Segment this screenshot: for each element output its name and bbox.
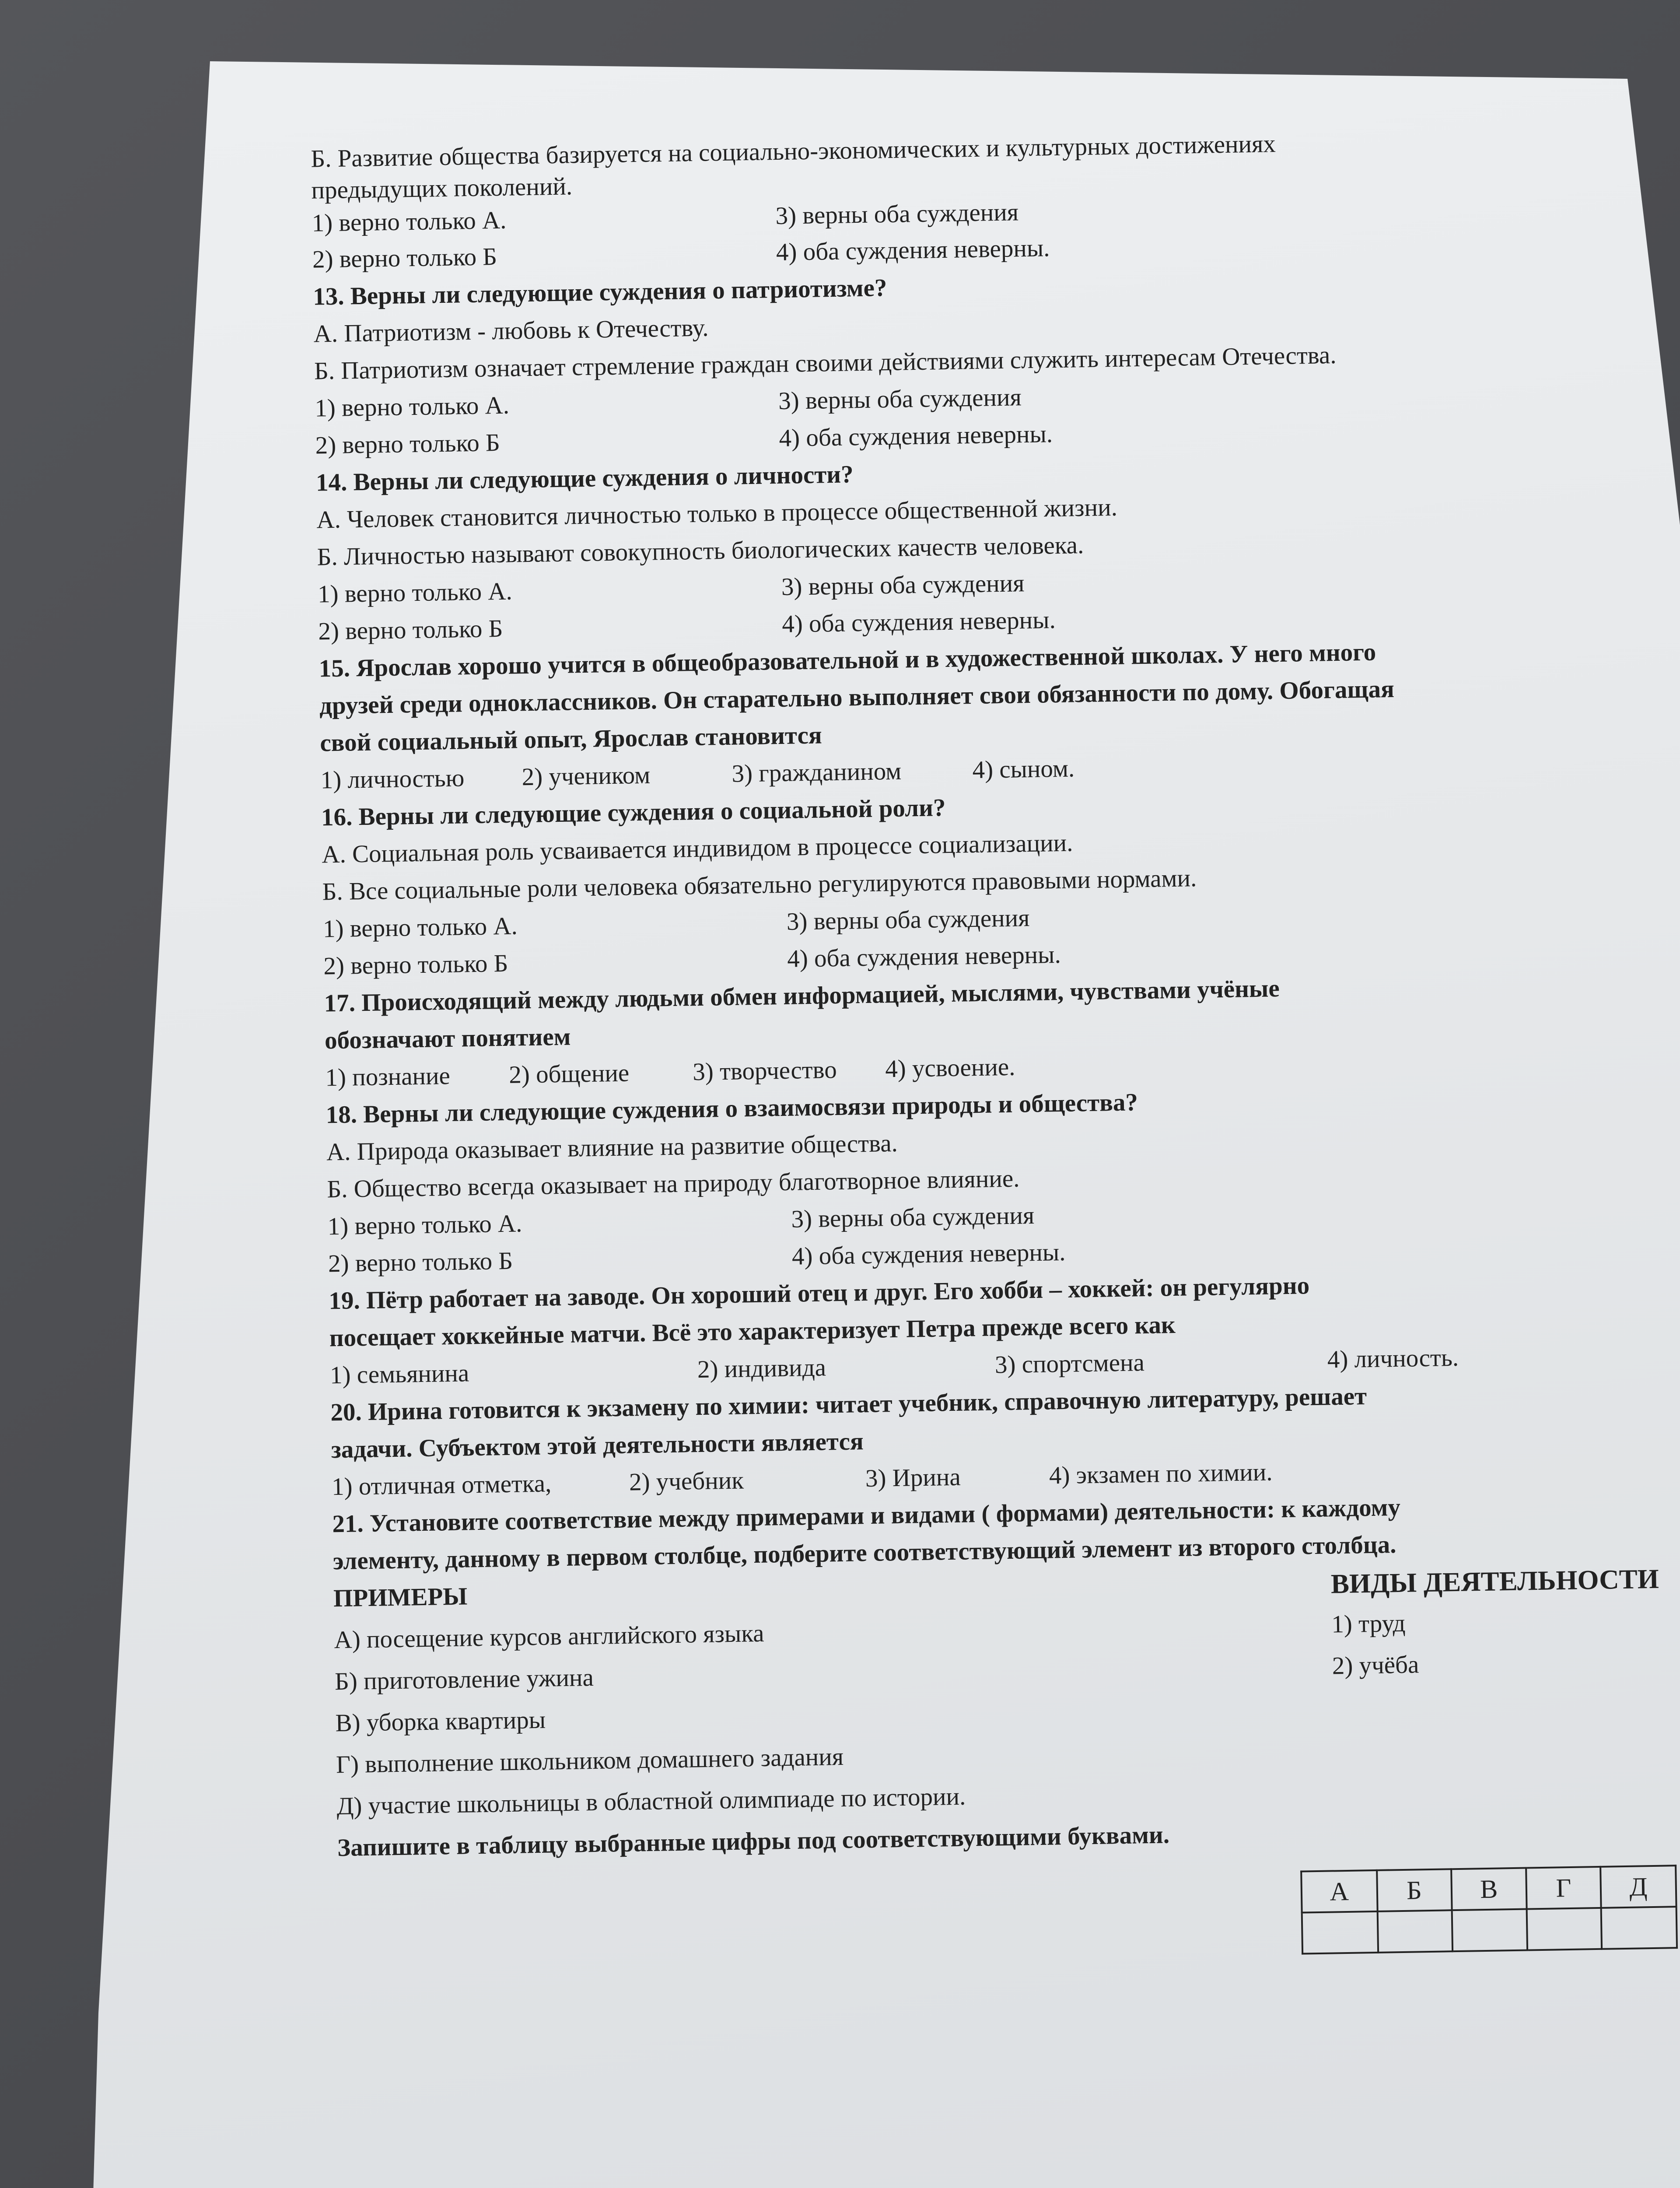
q13-option-2: 2) верно только Б xyxy=(315,428,500,459)
q18-statement-a: А. Природа оказывает влияние на развитие общества. xyxy=(326,1129,898,1166)
answer-header-d: Д xyxy=(1600,1865,1676,1908)
q14-question: 14. Верны ли следующие суждения о личности? xyxy=(315,460,854,497)
q19-option-4: 4) личность. xyxy=(1327,1343,1459,1374)
q21-question-line2: элементу, данному в первом столбце, подберите соответствующий элемент из второго столбца. xyxy=(332,1531,1396,1575)
q20-option-2: 2) учебник xyxy=(629,1466,744,1496)
q15-question-line3: свой социальный опыт, Ярослав становится xyxy=(319,721,822,757)
q14-option-2: 2) верно только Б xyxy=(318,614,503,645)
q13-statement-a: А. Патриотизм - любовь к Отечеству. xyxy=(313,314,709,348)
answer-cell-b[interactable] xyxy=(1377,1910,1452,1953)
answer-cell-a[interactable] xyxy=(1302,1911,1378,1954)
q15-option-3: 3) гражданином xyxy=(732,757,902,788)
q16-option-1: 1) верно только А. xyxy=(322,912,518,943)
q15-option-1: 1) личностью xyxy=(320,764,465,794)
answer-table xyxy=(1300,1865,1678,1954)
q20-option-1: 1) отличная отметка, xyxy=(331,1469,552,1501)
q12-statement-b: Б. Развитие общества базируется на социально-экономических и культурных достижениях xyxy=(310,130,1276,173)
q19-question-line1: 19. Пётр работает на заводе. Он хороший отец и друг. Его хобби – хоккей: он регулярно xyxy=(328,1272,1310,1315)
q14-statement-a: А. Человек становится личностью только в процессе общественной жизни. xyxy=(316,493,1118,534)
q19-option-2: 2) индивида xyxy=(697,1353,826,1384)
q14-option-4: 4) оба суждения неверны. xyxy=(781,606,1056,638)
q15-option-2: 2) учеником xyxy=(522,761,651,791)
q13-option-3: 3) верны оба суждения xyxy=(778,383,1022,415)
q13-question: 13. Верны ли следующие суждения о патриотизме? xyxy=(312,274,887,311)
q17-question-line1: 17. Происходящий между людьми обмен информацией, мыслями, чувствами учёные xyxy=(324,975,1280,1017)
q21-example-a: А) посещение курсов английского языка xyxy=(334,1619,764,1654)
q17-option-3: 3) творчество xyxy=(692,1056,837,1086)
q14-option-1: 1) верно только А. xyxy=(317,577,513,608)
q14-statement-b: Б. Личностью называют совокупность биологических качеств человека. xyxy=(317,531,1084,571)
q18-statement-b: Б. Общество всегда оказывает на природу благотворное влияние. xyxy=(326,1164,1020,1203)
q20-option-4: 4) экзамен по химии. xyxy=(1049,1458,1273,1490)
q16-option-4: 4) оба суждения неверны. xyxy=(787,940,1061,973)
q14-option-3: 3) верны оба суждения xyxy=(781,569,1025,601)
q19-option-3: 3) спортсмена xyxy=(994,1349,1145,1379)
q18-option-2: 2) верно только Б xyxy=(328,1247,513,1278)
q19-question-line2: посещает хоккейные матчи. Всё это характеризует Петра прежде всего как xyxy=(329,1311,1176,1352)
q12-statement-b-cont: предыдущих поколений. xyxy=(311,172,573,204)
q13-statement-b: Б. Патриотизм означает стремление граждан своими действиями служить интересам Отечества. xyxy=(314,341,1337,385)
q21-col2-header: ВИДЫ ДЕЯТЕЛЬНОСТИ xyxy=(1330,1563,1659,1599)
q20-option-3: 3) Ирина xyxy=(865,1463,961,1493)
answer-table-input-row xyxy=(1302,1907,1677,1953)
q17-question-line2: обозначают понятием xyxy=(324,1023,571,1055)
q13-option-1: 1) верно только А. xyxy=(314,391,510,422)
q18-option-4: 4) оба суждения неверны. xyxy=(791,1238,1066,1270)
q21-kind-1: 1) труд xyxy=(1331,1609,1406,1638)
q18-option-3: 3) верны оба суждения xyxy=(791,1202,1035,1233)
q15-question-line1: 15. Ярослав хорошо учится в общеобразовательной и в художественной школах. У него много xyxy=(318,638,1376,683)
q21-example-b: Б) приготовление ужина xyxy=(334,1663,594,1696)
answer-header-g: Г xyxy=(1526,1867,1601,1909)
q17-option-4: 4) усвоение. xyxy=(885,1053,1015,1083)
q15-question-line2: друзей среди одноклассников. Он старательно выполняет свои обязанности по дому. Обогащая xyxy=(319,675,1395,720)
answer-header-a: А xyxy=(1301,1870,1377,1913)
q19-option-1: 1) семьянина xyxy=(329,1359,469,1389)
answer-table-header-row xyxy=(1301,1865,1676,1912)
q21-instruction: Запишите в таблицу выбранные цифры под соответствующими буквами. xyxy=(337,1821,1170,1862)
q21-example-g: Г) выполнение школьником домашнего задания xyxy=(336,1743,844,1779)
q16-question: 16. Верны ли следующие суждения о социальной роли? xyxy=(321,794,946,831)
q16-statement-b: Б. Все социальные роли человека обязательно регулируются правовыми нормами. xyxy=(322,864,1197,906)
answer-cell-v[interactable] xyxy=(1452,1909,1527,1952)
q21-example-d: Д) участие школьницы в областной олимпиаде по истории. xyxy=(336,1782,966,1820)
q15-option-4: 4) сыном. xyxy=(972,754,1075,784)
q12-option-4: 4) оба суждения неверны. xyxy=(776,234,1050,266)
q20-question-line1: 20. Ирина готовится к экзамену по химии: читает учебник, справочную литературу, решает xyxy=(330,1382,1367,1427)
q21-question-line1: 21. Установите соответствие между примерами и видами ( формами) деятельности: к каждому xyxy=(332,1493,1401,1538)
q18-question: 18. Верны ли следующие суждения о взаимосвязи природы и общества? xyxy=(326,1088,1138,1129)
q17-option-2: 2) общение xyxy=(508,1059,630,1089)
answer-header-b: Б xyxy=(1377,1869,1452,1911)
q21-example-v: В) уборка квартиры xyxy=(335,1706,546,1737)
q21-col1-header: ПРИМЕРЫ xyxy=(333,1582,468,1613)
answer-cell-d[interactable] xyxy=(1601,1907,1677,1949)
q13-option-4: 4) оба суждения неверны. xyxy=(779,420,1053,452)
q18-option-1: 1) верно только А. xyxy=(327,1210,522,1241)
q12-option-3: 3) верны оба суждения xyxy=(775,198,1019,230)
q12-option-1: 1) верно только А. xyxy=(312,206,507,237)
q16-option-2: 2) верно только Б xyxy=(323,949,508,980)
q12-option-2: 2) верно только Б xyxy=(312,243,497,274)
q20-question-line2: задачи. Субъектом этой деятельности является xyxy=(331,1427,864,1464)
q17-option-1: 1) познание xyxy=(325,1062,451,1092)
q16-option-3: 3) верны оба суждения xyxy=(786,904,1030,936)
answer-cell-g[interactable] xyxy=(1527,1908,1602,1950)
answer-header-v: В xyxy=(1451,1868,1527,1911)
q16-statement-a: А. Социальная роль усваивается индивидом в процессе социализации. xyxy=(321,829,1073,869)
q21-kind-2: 2) учёба xyxy=(1332,1651,1419,1680)
